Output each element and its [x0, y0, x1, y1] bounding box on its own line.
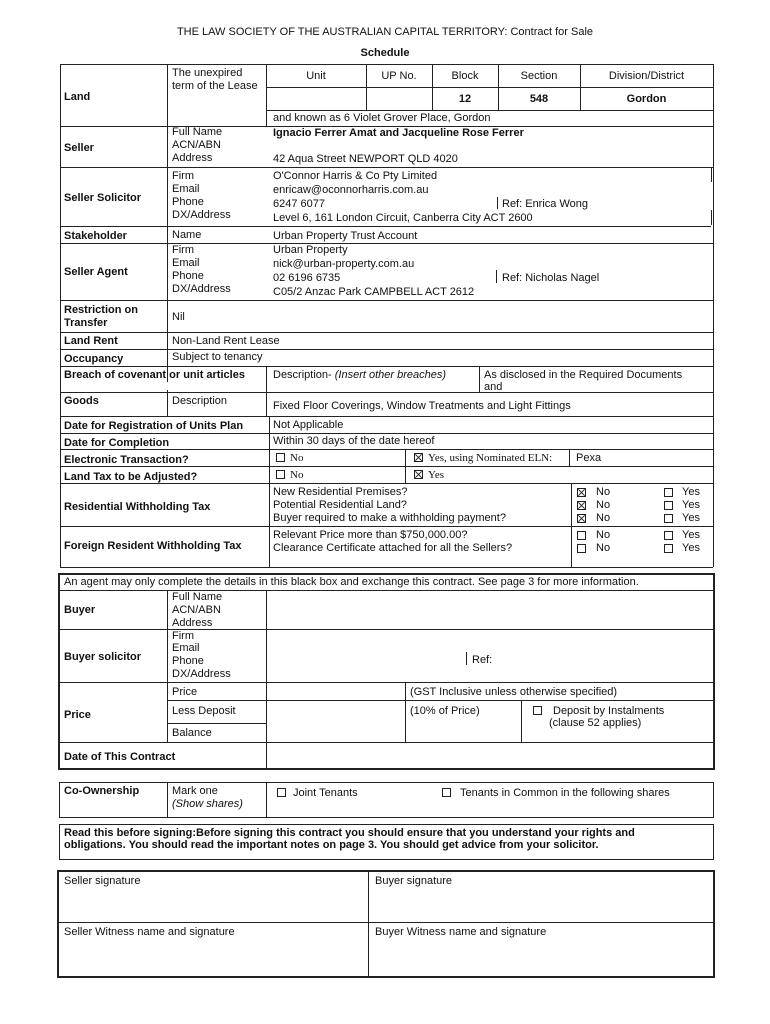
stakeholder-field: Name	[172, 229, 202, 241]
rwt-question: Buyer required to make a withholding payment?	[273, 512, 506, 524]
electronic-no-checkbox[interactable]	[276, 453, 285, 462]
seller-agent-label: Seller Agent	[64, 266, 128, 278]
seller-solicitor-field: Phone	[172, 196, 204, 208]
seller-agent-field: DX/Address	[172, 283, 231, 295]
rwt-q2-no-checkbox[interactable]	[577, 501, 586, 510]
buyer-solicitor-field: Firm	[172, 630, 194, 642]
buyer-signature-label[interactable]: Buyer signature	[375, 875, 453, 887]
land-tax-label: Land Tax to be Adjusted?	[64, 471, 198, 483]
buyer-field: ACN/ABN	[172, 604, 221, 616]
frwt-yes-label: Yes	[682, 542, 700, 554]
instalments-label: Deposit by Instalments	[553, 705, 665, 717]
seller-solicitor-address: Level 6, 161 London Circuit, Canberra City ACT 2600	[273, 212, 533, 224]
buyer-witness-label[interactable]: Buyer Witness name and signature	[375, 926, 547, 938]
land-term-label: The unexpired term of the Lease	[172, 67, 258, 92]
instalments-checkbox[interactable]	[533, 706, 542, 715]
rwt-label: Residential Withholding Tax	[64, 501, 211, 513]
seller-solicitor-field: Email	[172, 183, 200, 195]
coownership-show: (Show shares)	[172, 798, 243, 810]
buyer-field: Full Name	[172, 591, 223, 603]
frwt-no-label: No	[596, 529, 611, 541]
coownership-label: Co-Ownership	[64, 785, 140, 797]
seller-address: 42 Aqua Street NEWPORT QLD 4020	[273, 153, 458, 165]
page-subtitle: Schedule	[360, 47, 410, 59]
balance-field: Balance	[172, 727, 212, 739]
breach-disclosed-and: and	[484, 381, 503, 393]
tenants-in-common-label: Tenants in Common in the following shares	[460, 787, 670, 799]
price-field: Price	[172, 686, 198, 698]
frwt-q2-yes-checkbox[interactable]	[664, 544, 673, 553]
electronic-yes-label: Yes, using Nominated ELN:	[428, 452, 553, 464]
restriction-label: Restriction on	[64, 304, 138, 316]
seller-agent-field: Phone	[172, 270, 204, 282]
buyer-solicitor-field: Phone	[172, 655, 204, 667]
date-of-contract-label: Date of This Contract	[64, 751, 176, 763]
seller-field: Full Name	[172, 126, 223, 138]
rwt-yes-label: Yes	[682, 486, 700, 498]
seller-solicitor-field: Firm	[172, 170, 194, 182]
seller-agent-field: Email	[172, 257, 200, 269]
seller-agent-field: Firm	[172, 244, 194, 256]
seller-solicitor-email: enricaw@oconnorharris.com.au	[273, 184, 429, 196]
seller-witness-label[interactable]: Seller Witness name and signature	[64, 926, 235, 938]
seller-label: Seller	[64, 142, 94, 154]
frwt-q1-no-checkbox[interactable]	[577, 531, 586, 540]
date-registration-value: Not Applicable	[273, 419, 344, 431]
frwt-question: Relevant Price more than $750,000.00?	[273, 529, 468, 541]
electronic-no-label: No	[290, 452, 304, 464]
buyer-solicitor-field: Email	[172, 642, 200, 654]
seller-name: Ignacio Ferrer Amat and Jacqueline Rose Ferrer	[273, 127, 524, 139]
rwt-q3-no-checkbox[interactable]	[577, 514, 586, 523]
goods-value: Fixed Floor Coverings, Window Treatments and Light Fittings	[273, 400, 571, 412]
deposit-field: Less Deposit	[172, 705, 236, 717]
land-tax-yes-checkbox[interactable]	[414, 470, 423, 479]
tenants-in-common-checkbox[interactable]	[442, 788, 451, 797]
gst-note: (GST Inclusive unless otherwise specified)	[410, 686, 618, 698]
buyer-label: Buyer	[64, 604, 96, 616]
breach-disclosed: As disclosed in the Required Documents	[484, 369, 683, 381]
col-section: Section	[520, 70, 558, 82]
joint-tenants-checkbox[interactable]	[277, 788, 286, 797]
seller-agent-phone: 02 6196 6735	[273, 272, 341, 284]
buyer-field: Address	[172, 617, 213, 629]
rwt-q3-yes-checkbox[interactable]	[664, 514, 673, 523]
rwt-q1-no-checkbox[interactable]	[577, 488, 586, 497]
occupancy-label: Occupancy	[64, 353, 124, 365]
seller-signature-label[interactable]: Seller signature	[64, 875, 141, 887]
agent-box	[58, 573, 715, 770]
seller-agent-address: C05/2 Anzac Park CAMPBELL ACT 2612	[273, 286, 475, 298]
section-value: 548	[529, 93, 549, 105]
electronic-yes-checkbox[interactable]	[414, 453, 423, 462]
seller-solicitor-phone: 6247 6077	[273, 198, 325, 210]
date-registration-label: Date for Registration of Units Plan	[64, 420, 244, 432]
signing-notice: Read this before signing:Before signing this contract you should ensure that you understand your rights and	[64, 827, 635, 839]
goods-field: Description	[172, 395, 228, 407]
rwt-no-label: No	[596, 486, 611, 498]
agent-notice: An agent may only complete the details in this black box and exchange this contract. See page 3 for more information.	[64, 576, 639, 588]
stakeholder-label: Stakeholder	[64, 230, 127, 242]
land-known-as: and known as 6 Violet Grover Place, Gordon	[273, 112, 491, 124]
seller-solicitor-label: Seller Solicitor	[64, 192, 142, 204]
deposit-percent: (10% of Price)	[410, 705, 480, 717]
rwt-yes-label: Yes	[682, 499, 700, 511]
seller-field: Address	[172, 152, 213, 164]
goods-label: Goods	[64, 395, 99, 407]
signing-notice: obligations. You should read the important notes on page 3. You should get advice from your solicitor.	[64, 839, 599, 851]
frwt-yes-label: Yes	[682, 529, 700, 541]
instalments-clause: (clause 52 applies)	[549, 717, 642, 729]
seller-field: ACN/ABN	[172, 139, 221, 151]
rwt-q2-yes-checkbox[interactable]	[664, 501, 673, 510]
coownership-mark: Mark one	[172, 785, 218, 797]
land-rent-value: Non-Land Rent Lease	[172, 335, 280, 347]
land-tax-no-label: No	[290, 469, 304, 481]
seller-agent-firm: Urban Property	[273, 244, 348, 256]
block-value: 12	[458, 93, 472, 105]
date-completion-value: Within 30 days of the date hereof	[273, 435, 435, 447]
col-division: Division/District	[608, 70, 685, 82]
rwt-no-label: No	[596, 499, 611, 511]
rwt-question: Potential Residential Land?	[273, 499, 407, 511]
land-tax-yes-label: Yes	[428, 469, 445, 481]
breach-label: Breach of covenant or unit articles	[64, 369, 245, 381]
frwt-question: Clearance Certificate attached for all the Sellers?	[273, 542, 513, 554]
col-unit: Unit	[306, 70, 326, 82]
restriction-value: Nil	[172, 311, 185, 323]
col-up-no: UP No.	[381, 70, 417, 82]
frwt-q1-yes-checkbox[interactable]	[664, 531, 673, 540]
seller-agent-ref: Ref: Nicholas Nagel	[502, 272, 600, 284]
joint-tenants-label: Joint Tenants	[293, 787, 358, 799]
seller-agent-email: nick@urban-property.com.au	[273, 258, 415, 270]
land-tax-no-checkbox[interactable]	[276, 470, 285, 479]
rwt-q1-yes-checkbox[interactable]	[664, 488, 673, 497]
price-label: Price	[64, 709, 91, 721]
buyer-solicitor-field: DX/Address	[172, 668, 231, 680]
electronic-eln: Pexa	[576, 452, 602, 464]
restriction-label: Transfer	[64, 317, 108, 329]
seller-solicitor-firm: O'Connor Harris & Co Pty Limited	[273, 170, 438, 182]
frwt-label: Foreign Resident Withholding Tax	[64, 540, 242, 552]
electronic-label: Electronic Transaction?	[64, 454, 189, 466]
stakeholder-value: Urban Property Trust Account	[273, 230, 418, 242]
buyer-solicitor-label: Buyer solicitor	[64, 651, 142, 663]
land-rent-label: Land Rent	[64, 335, 118, 347]
page-title: THE LAW SOCIETY OF THE AUSTRALIAN CAPITAL TERRITORY: Contract for Sale	[176, 26, 594, 38]
frwt-no-label: No	[596, 542, 611, 554]
rwt-yes-label: Yes	[682, 512, 700, 524]
division-value: Gordon	[626, 93, 667, 105]
rwt-question: New Residential Premises?	[273, 486, 408, 498]
col-block: Block	[451, 70, 479, 82]
seller-solicitor-ref: Ref: Enrica Wong	[502, 198, 589, 210]
frwt-q2-no-checkbox[interactable]	[577, 544, 586, 553]
breach-description: Description- (Insert other breaches)	[273, 369, 447, 381]
seller-solicitor-field: DX/Address	[172, 209, 231, 221]
date-completion-label: Date for Completion	[64, 437, 170, 449]
occupancy-value: Subject to tenancy	[172, 351, 263, 363]
rwt-no-label: No	[596, 512, 611, 524]
land-label: Land	[64, 91, 91, 103]
buyer-solicitor-ref: Ref:	[472, 654, 493, 666]
